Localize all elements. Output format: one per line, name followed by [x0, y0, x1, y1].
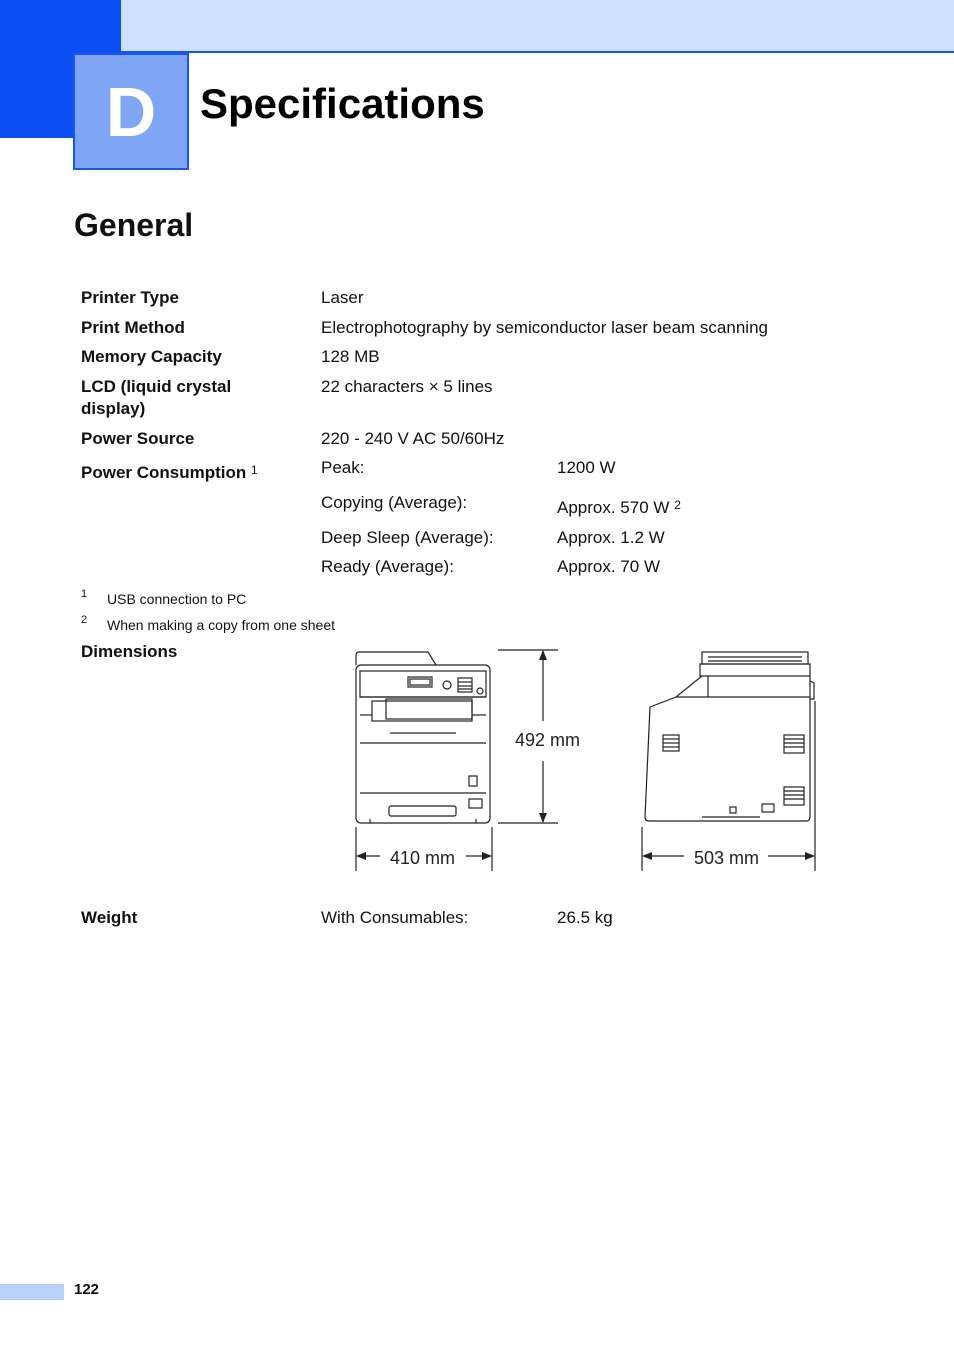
printer-type-label: Printer Type: [81, 288, 179, 307]
width-measure: 410 mm: [390, 848, 456, 868]
footnote-text: USB connection to PC: [107, 591, 247, 607]
footnote-ref: 1: [251, 463, 258, 477]
footer-tab: [0, 1284, 64, 1300]
page-number: 122: [74, 1281, 100, 1298]
memory-capacity-value: 128 MB: [321, 347, 380, 366]
power-consumption-text: Power Consumption: [81, 463, 247, 482]
footnote-number: 2: [81, 614, 88, 626]
power-mode-peak: Peak:: [321, 458, 365, 477]
weight-value: 26.5 kg: [557, 908, 613, 927]
times-symbol: ×: [428, 377, 439, 396]
weight-label: Weight: [81, 908, 138, 927]
arrowhead: [805, 852, 815, 860]
print-method-value: Electrophotography by semiconductor laser beam scanning: [321, 318, 768, 337]
power-value-deep-sleep: Approx. 1.2 W: [557, 528, 665, 547]
arrowhead: [356, 852, 366, 860]
footnote-number: 1: [81, 588, 88, 600]
printer-type-value: Laser: [321, 288, 364, 307]
print-method-label: Print Method: [81, 318, 185, 337]
memory-capacity-label: Memory Capacity: [81, 347, 222, 366]
power-mode-deep-sleep: Deep Sleep (Average):: [321, 528, 494, 547]
footnote-text: When making a copy from one sheet: [107, 617, 336, 633]
arrowhead: [539, 813, 547, 823]
printer-front-view: [356, 652, 490, 823]
arrowhead: [642, 852, 652, 860]
lcd-label: [81, 376, 231, 420]
lcd-value: [321, 376, 493, 398]
header-band: [0, 0, 954, 53]
printer-side-view: [645, 652, 814, 821]
power-value-copying: [557, 497, 681, 519]
power-mode-ready: Ready (Average):: [321, 557, 454, 576]
power-consumption-label: [81, 462, 258, 484]
depth-measure: 503 mm: [694, 848, 760, 868]
lcd-characters: 22 characters: [321, 377, 424, 396]
chapter-badge: [73, 53, 189, 170]
power-source-value: 220 - 240 V AC 50/60Hz: [321, 429, 505, 448]
weight-mode: With Consumables:: [321, 908, 469, 927]
footnote-ref: 2: [674, 498, 681, 512]
dimensions-label: Dimensions: [81, 642, 178, 661]
printer-dimensions-diagram: [340, 645, 830, 880]
lcd-lines: 5 lines: [443, 377, 493, 396]
section-title: General: [74, 207, 194, 243]
lcd-label-line1: LCD (liquid crystal: [81, 377, 232, 396]
arrowhead: [539, 650, 547, 660]
power-mode-copying: Copying (Average):: [321, 493, 468, 512]
power-value-copying-text: Approx. 570 W: [557, 498, 670, 517]
height-measure: 492 mm: [515, 730, 581, 750]
arrowhead: [482, 852, 492, 860]
chapter-title: Specifications: [200, 80, 485, 127]
chapter-letter: D: [105, 72, 157, 151]
power-value-peak: 1200 W: [557, 458, 616, 477]
power-source-label: Power Source: [81, 429, 195, 448]
lcd-label-line2: display): [81, 399, 146, 418]
power-value-ready: Approx. 70 W: [557, 557, 660, 576]
